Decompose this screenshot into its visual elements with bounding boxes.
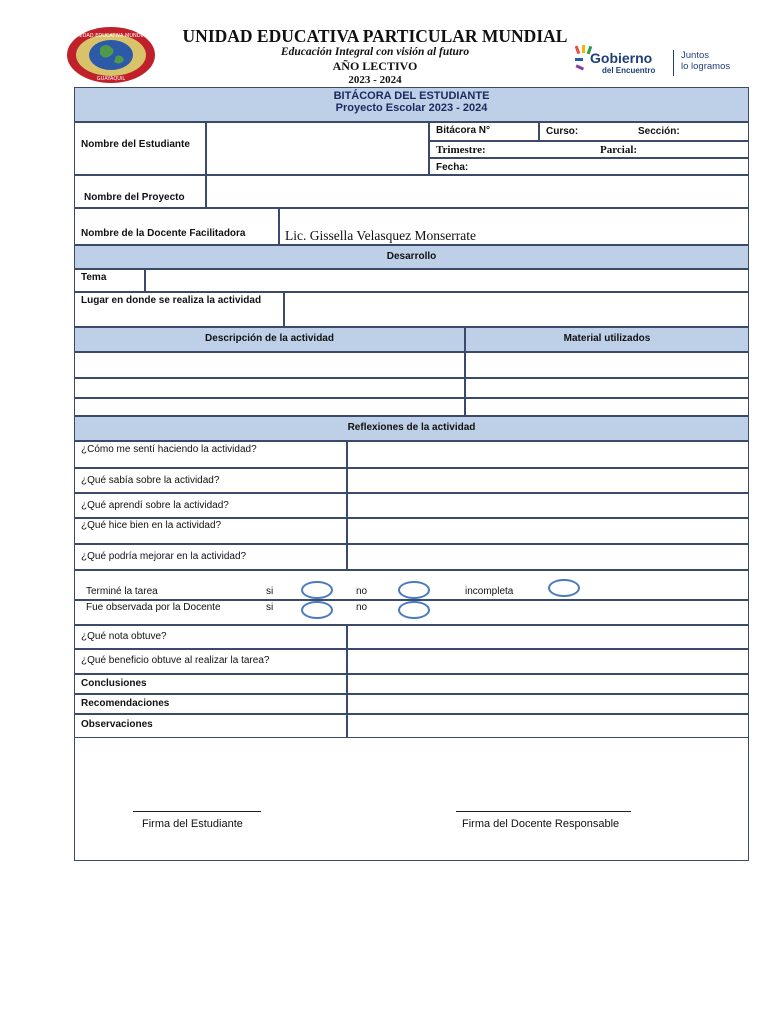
year-range: 2023 - 2024: [348, 74, 402, 86]
year-label: AÑO LECTIVO: [332, 59, 418, 73]
answer-field-2[interactable]: [347, 468, 749, 493]
no-label: no: [356, 586, 368, 597]
bitacora-label: Bitácora N°: [436, 125, 491, 136]
si-label: si: [266, 586, 274, 597]
beneficio-label-cell: [74, 649, 347, 674]
fecha-label: Fecha:: [436, 162, 469, 173]
nota-label-cell: [74, 625, 347, 649]
descripcion-row-3[interactable]: [74, 398, 465, 416]
recomendaciones-label: Recomendaciones: [81, 698, 170, 709]
conclusiones-label: Conclusiones: [81, 678, 147, 689]
trimestre-parcial-field[interactable]: [429, 141, 749, 158]
seccion-label: Sección:: [638, 126, 680, 137]
question-label: ¿Qué hice bien en la actividad?: [81, 520, 222, 531]
descripcion-header: [74, 327, 465, 352]
form-title: BITÁCORA DEL ESTUDIANTE: [333, 90, 490, 102]
material-header: [465, 327, 749, 352]
beneficio-label: ¿Qué beneficio obtuve al realizar la tarea?: [81, 655, 270, 666]
curso-label: Curso:: [546, 126, 579, 137]
gov-logo-line2: del Encuentro: [602, 66, 656, 75]
no-label: no: [356, 602, 368, 613]
descripcion-row-1[interactable]: [74, 352, 465, 378]
teacher-signature-line[interactable]: [456, 811, 631, 812]
student-signature-label: Firma del Estudiante: [142, 818, 243, 830]
incompleta-label: incompleta: [465, 586, 514, 597]
trimestre-label: Trimestre:: [436, 144, 486, 156]
lugar-label-cell: [74, 292, 284, 327]
question-cell: [74, 468, 347, 493]
teacher-signature-label: Firma del Docente Responsable: [462, 818, 620, 830]
student-name-label: Nombre del Estudiante: [81, 139, 190, 150]
nota-field[interactable]: [347, 625, 749, 649]
termine-label: Terminé la tarea: [86, 586, 158, 597]
material-label: Material utilizados: [563, 333, 651, 344]
observaciones-label-cell: [74, 714, 347, 738]
school-slogan: Educación Integral con visión al futuro: [280, 46, 470, 58]
form-title-bar: [74, 87, 749, 122]
observada-label: Fue observada por la Docente: [86, 602, 221, 613]
lugar-field[interactable]: [284, 292, 749, 327]
teacher-label: Nombre de la Docente Facilitadora: [81, 228, 246, 239]
observada-si-radio[interactable]: [301, 601, 333, 619]
student-signature-line[interactable]: [133, 811, 261, 812]
question-cell: [74, 441, 347, 468]
termine-si-radio[interactable]: [301, 581, 333, 599]
termine-incompleta-radio[interactable]: [548, 579, 580, 597]
tema-label-cell: [74, 269, 145, 292]
parcial-label: Parcial:: [600, 144, 638, 156]
form-subtitle: Proyecto Escolar 2023 - 2024: [335, 102, 488, 114]
question-label: ¿Qué sabía sobre la actividad?: [81, 475, 220, 486]
question-label: ¿Qué podría mejorar en la actividad?: [81, 551, 247, 562]
si-label: si: [266, 602, 274, 613]
fecha-field[interactable]: [429, 158, 749, 175]
answer-field-4[interactable]: [347, 518, 749, 544]
question-label: ¿Qué aprendí sobre la actividad?: [81, 500, 229, 511]
gov-slogan-line1: Juntos: [681, 50, 709, 61]
teacher-label-cell: [74, 208, 279, 245]
material-row-3[interactable]: [465, 398, 749, 416]
conclusiones-label-cell: [74, 674, 347, 694]
teacher-field[interactable]: [279, 208, 749, 245]
question-cell: [74, 518, 347, 544]
nota-label: ¿Qué nota obtuve?: [81, 631, 167, 642]
conclusiones-field[interactable]: [347, 674, 749, 694]
tema-field[interactable]: [145, 269, 749, 292]
government-logo: [574, 44, 754, 84]
project-name-label-cell: [74, 175, 206, 208]
reflexiones-label: Reflexiones de la actividad: [347, 422, 476, 433]
desarrollo-header: [74, 245, 749, 269]
tema-label: Tema: [81, 272, 107, 283]
question-label: ¿Cómo me sentí haciendo la actividad?: [81, 444, 257, 455]
answer-field-1[interactable]: [347, 441, 749, 468]
answer-field-5[interactable]: [347, 544, 749, 570]
school-name: UNIDAD EDUCATIVA PARTICULAR MUNDIAL: [182, 26, 568, 46]
termine-no-radio[interactable]: [398, 581, 430, 599]
project-name-label: Nombre del Proyecto: [84, 192, 185, 203]
answer-field-3[interactable]: [347, 493, 749, 518]
beneficio-field[interactable]: [347, 649, 749, 674]
project-name-field[interactable]: [206, 175, 749, 208]
observaciones-label: Observaciones: [81, 719, 153, 730]
recomendaciones-field[interactable]: [347, 694, 749, 714]
observada-no-radio[interactable]: [398, 601, 430, 619]
gov-slogan-line2: lo logramos: [681, 61, 731, 72]
seal-text: UNIDAD EDUCATIVA MUNDIAL: [73, 33, 149, 39]
observaciones-field[interactable]: [347, 714, 749, 738]
material-row-1[interactable]: [465, 352, 749, 378]
recomendaciones-label-cell: [74, 694, 347, 714]
descripcion-label: Descripción de la actividad: [205, 333, 334, 344]
bitacora-number-field[interactable]: [429, 122, 539, 141]
gov-logo-line1: Gobierno: [590, 50, 653, 66]
reflexiones-header: [74, 416, 749, 441]
descripcion-row-2[interactable]: [74, 378, 465, 398]
question-cell: [74, 544, 347, 570]
material-row-2[interactable]: [465, 378, 749, 398]
question-cell: [74, 493, 347, 518]
student-name-field[interactable]: [206, 122, 429, 175]
curso-seccion-field[interactable]: [539, 122, 749, 141]
student-name-label-cell: [74, 122, 206, 175]
logo-divider: [673, 50, 674, 76]
teacher-value: Lic. Gissella Velasquez Monserrate: [285, 228, 476, 243]
seal-city: GUAYAQUIL: [96, 76, 126, 82]
desarrollo-label: Desarrollo: [386, 251, 437, 262]
lugar-label: Lugar en donde se realiza la actividad: [81, 295, 262, 306]
